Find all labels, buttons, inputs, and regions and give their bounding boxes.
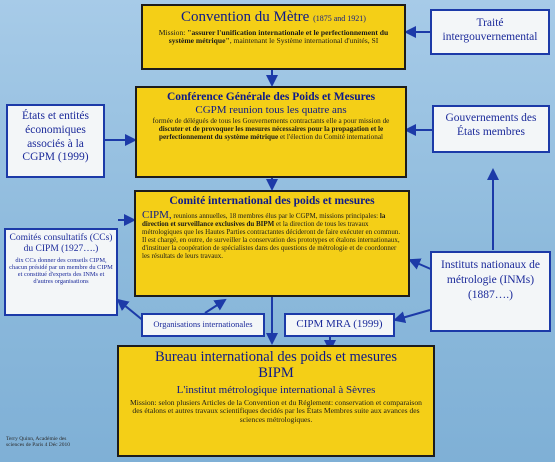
organisations-text: Organisations internationales: [153, 319, 253, 329]
bipm-description: Mission: selon plusiers Articles de la Convention et du Réglement: conservation et comparaison des étalons et autres travaux scientifiques decidés par les États Membres suite aux avances des sciences métrologiques.: [130, 397, 422, 424]
convention-years: (1875 and 1921): [313, 14, 366, 23]
cipm-title: Comité international des poids et mesures: [169, 195, 375, 207]
cipm-lead: CIPM,: [142, 209, 172, 221]
convention-title: Convention du Mètre: [181, 9, 310, 25]
convention-title-line: [149, 9, 398, 26]
arrow-instituts-mra: [395, 310, 430, 320]
bipm-title: Bureau international des poids et mesures: [154, 349, 397, 365]
arrow-org-cipm: [205, 300, 225, 313]
instituts-box: [430, 251, 551, 332]
convention-mission-bold: "assurer l'unification internationale et le perfectionnement du système métrique": [168, 27, 389, 45]
instituts-text: Instituts nationaux de métrologie (INMs) (1887….): [440, 259, 540, 301]
cipm-box: [134, 190, 410, 297]
bipm-subtitle: L'institut métrologique international à Sèvres: [176, 383, 376, 396]
gouvernements-text: Gouvernements des États membres: [445, 112, 537, 139]
traite-text: Traité intergouvernemental: [442, 17, 538, 44]
cgpm-description: [143, 117, 399, 141]
bipm-acronym: BIPM: [258, 364, 294, 381]
comites-text: dix CCs donner des conseils CIPM, chacun présidé par un membre du CIPM et constitué d'experts des INMs et d'autres organisations: [9, 256, 113, 286]
bipm-box: [117, 345, 435, 457]
traite-box: [430, 9, 550, 55]
convention-mission-label: Mission:: [158, 27, 186, 37]
mra-box: [284, 313, 395, 337]
cipm-description: [142, 209, 402, 260]
cipm-bold1: la direction et surveillance exclusives du BIPM: [142, 212, 386, 229]
cipm-text2: et la direction de tous les travaux métrologiques que les Hautes Parties contractantes décideront de faire exécuter en commun. Il est chargé, en outre, de surveiller la conservation des prototypes et étalons internationaux, d'instituer la coopération de spécialistes dans des questions de métrologie et de coordonner les résultats de leurs travaux.: [142, 220, 401, 260]
comites-box: [4, 228, 118, 316]
mra-text: CIPM MRA (1999): [296, 318, 383, 330]
cgpm-text2: et l'élection du Comité international: [279, 133, 384, 142]
cipm-text1: reunions annuelles, 18 membres élus par le CGPM, missions principales:: [173, 212, 379, 220]
convention-mission: [149, 29, 398, 46]
cgpm-box: [135, 86, 407, 178]
gouvernements-box: [432, 105, 550, 153]
organisations-box: [141, 313, 265, 337]
cgpm-text1: formée de délégués de tous les Gouvernements contractants elle a pour mission de: [152, 117, 390, 125]
cgpm-subtitle: CGPM reunion tous les quatre ans: [195, 104, 347, 116]
cgpm-bold1: discuter et de provoquer les mesures nécessaires pour la propagation et le perfectionnement du système métrique: [158, 125, 384, 142]
convention-mission-rest: , maintenant le Système international d'unités, SI: [229, 36, 379, 45]
comites-title: Comités consultatifs (CCs) du CIPM (1927….): [9, 233, 113, 255]
etats-box: [6, 104, 105, 178]
cgpm-title: Conférence Générale des Poids et Mesures: [166, 91, 376, 103]
credit-text: Terry Quinn, Académie des sciences de Paris 4 Déc 2010: [6, 436, 70, 449]
convention-box: [141, 4, 406, 70]
etats-text: États et entités économiques associés à la CGPM (1999): [21, 110, 90, 164]
